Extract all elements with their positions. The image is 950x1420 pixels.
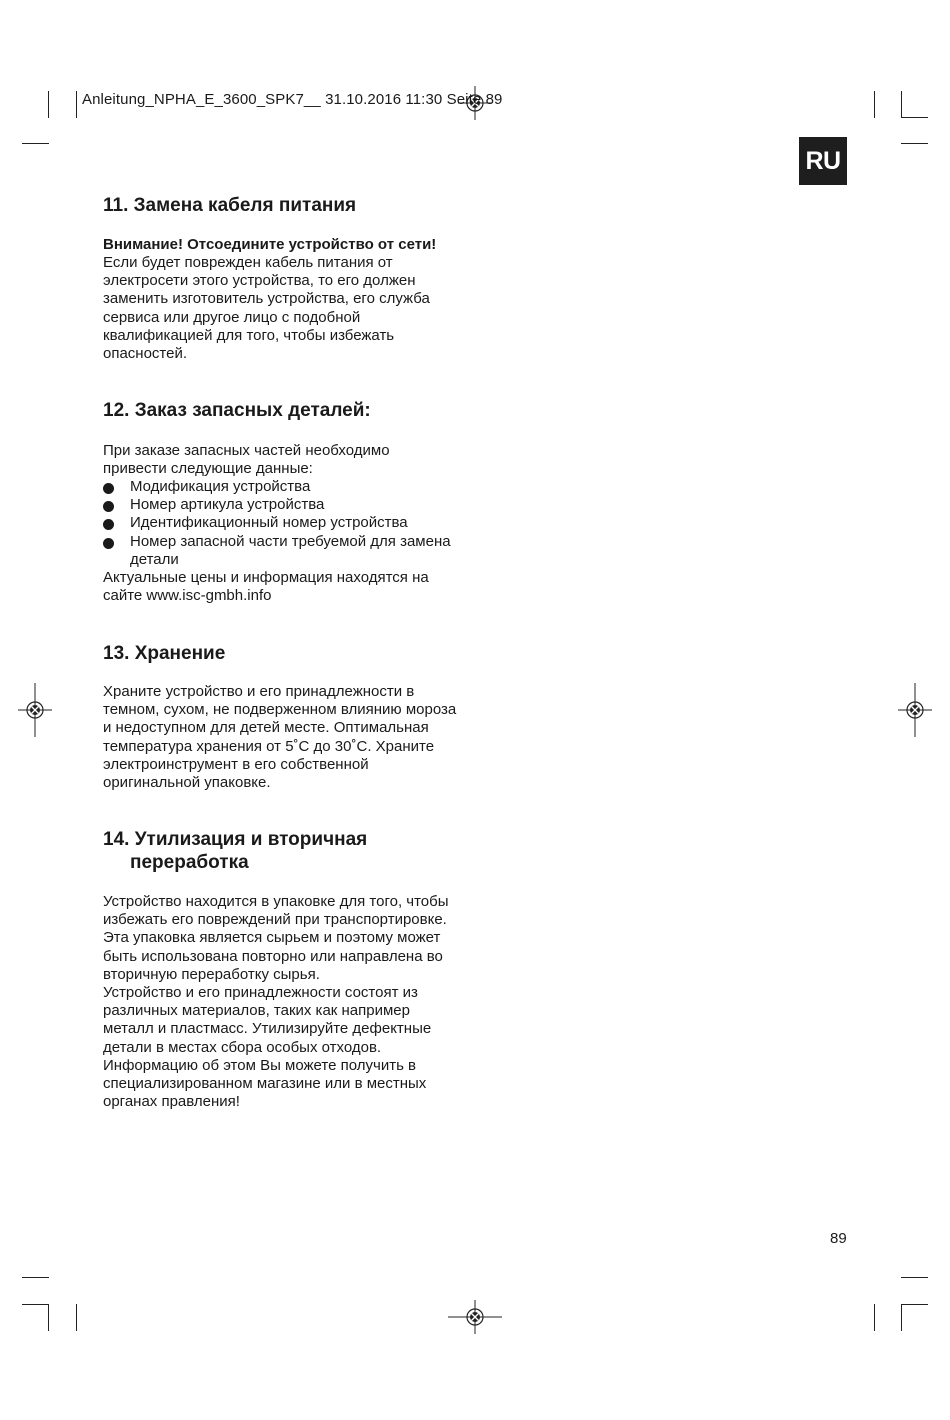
bullet-icon [103,483,114,494]
text-line: привести следующие данные: [103,460,313,478]
text-line: сайте www.isc-gmbh.info [103,587,272,605]
language-badge: RU [799,137,847,185]
section-11-title: 11. Замена кабеля питания [103,195,357,216]
text-line: органах правления! [103,1093,240,1111]
text-line: различных материалов, таких как например [103,1002,410,1020]
crop-mark-top-right-h [901,143,928,144]
text-line: электроинструмент в его собственной [103,755,369,773]
text-line: Храните устройство и его принадлежности в [103,683,415,700]
section-12-bullet-list [103,478,473,569]
bullet-icon [103,519,114,530]
page-number: 89 [830,1230,847,1247]
crop-mark-bottom-left-h [22,1277,49,1278]
bullet-icon [103,501,114,512]
list-item-label: Номер запасной части требуемой для замена детали [130,532,451,568]
registration-mark-left-icon [18,683,52,737]
section-13-title: 13. Хранение [103,643,226,664]
section-14-title-line1: 14. Утилизация и вторичная [103,829,368,850]
section-12-intro [103,442,473,478]
text-line: быть использована повторно или направлена во [103,947,443,965]
crop-mark-top-left-h [22,143,49,144]
list-item [103,514,473,532]
list-item-label: Номер артикула устройства [130,496,325,514]
text-line: детали в местах сбора особых отходов. [103,1038,382,1056]
list-item [103,496,473,514]
bullet-icon [103,538,114,549]
text-line: специализированном магазине или в местных [103,1075,427,1093]
text-line: квалификацией для того, чтобы избежать [103,326,395,344]
list-item-label: Модификация устройства [130,478,311,495]
crop-mark-bottom-left-v2 [76,1304,77,1331]
text-line: При заказе запасных частей необходимо [103,442,390,459]
crop-mark-bottom-right-v2 [901,1304,902,1331]
crop-mark-top-left-v [48,91,49,118]
crop-mark-bottom-left-v [48,1304,49,1331]
text-line: Устройство находится в упаковке для того, чтобы [103,893,449,910]
section-14-body [103,893,473,1111]
text-line: заменить изготовитель устройства, его служба [103,290,430,308]
text-line: электросети этого устройства, то его должен [103,272,416,290]
section-11-warning: Внимание! Отсоедините устройство от сети! [103,236,437,253]
crop-mark-bottom-right-h [901,1277,928,1278]
text-line: металл и пластмасс. Утилизируйте дефектные [103,1020,432,1038]
crop-mark-top-right-v [874,91,875,118]
section-11-body [103,254,473,363]
crop-mark-top-right-v2 [901,91,902,118]
crop-mark-top-left-v2 [76,91,77,118]
text-line: оригинальной упаковке. [103,774,271,792]
text-line: Если будет поврежден кабель питания от [103,254,393,271]
text-line: сервиса или другое лицо с подобной [103,308,361,326]
crop-mark-bottom-right-v [874,1304,875,1331]
text-line: Информацию об этом Вы можете получить в [103,1056,417,1074]
crop-mark-bottom-left-h2 [22,1304,49,1305]
text-line: Эта упаковка является сырьем и поэтому может [103,929,441,947]
section-13-body [103,683,473,792]
text-line: Устройство и его принадлежности состоят из [103,984,418,1002]
print-file-header: Anleitung_NPHA_E_3600_SPK7__ 31.10.2016 11:30 Seite 89 [82,91,503,108]
registration-mark-right-icon [898,683,932,737]
list-item [103,478,473,496]
section-14-title-line2: переработка [130,852,249,873]
crop-mark-bottom-right-h2 [901,1304,928,1305]
section-12-outro [103,569,473,605]
section-12-title: 12. Заказ запасных деталей: [103,400,371,421]
registration-mark-bottom-icon [448,1300,502,1334]
text-line: темном, сухом, не подверженном влиянию мороза [103,701,457,719]
list-item [103,533,460,569]
crop-mark-top-right-h2 [901,117,928,118]
text-line: опасностей. [103,345,188,363]
list-item-label: Идентификационный номер устройства [130,514,408,532]
text-line: избежать его повреждений при транспортировке. [103,911,447,929]
text-line: Актуальные цены и информация находятся на [103,569,429,586]
text-line: температура хранения от 5˚С до 30˚С. Храните [103,737,435,755]
text-line: и недоступном для детей месте. Оптимальная [103,719,429,737]
text-line: вторичную переработку сырья. [103,965,320,983]
